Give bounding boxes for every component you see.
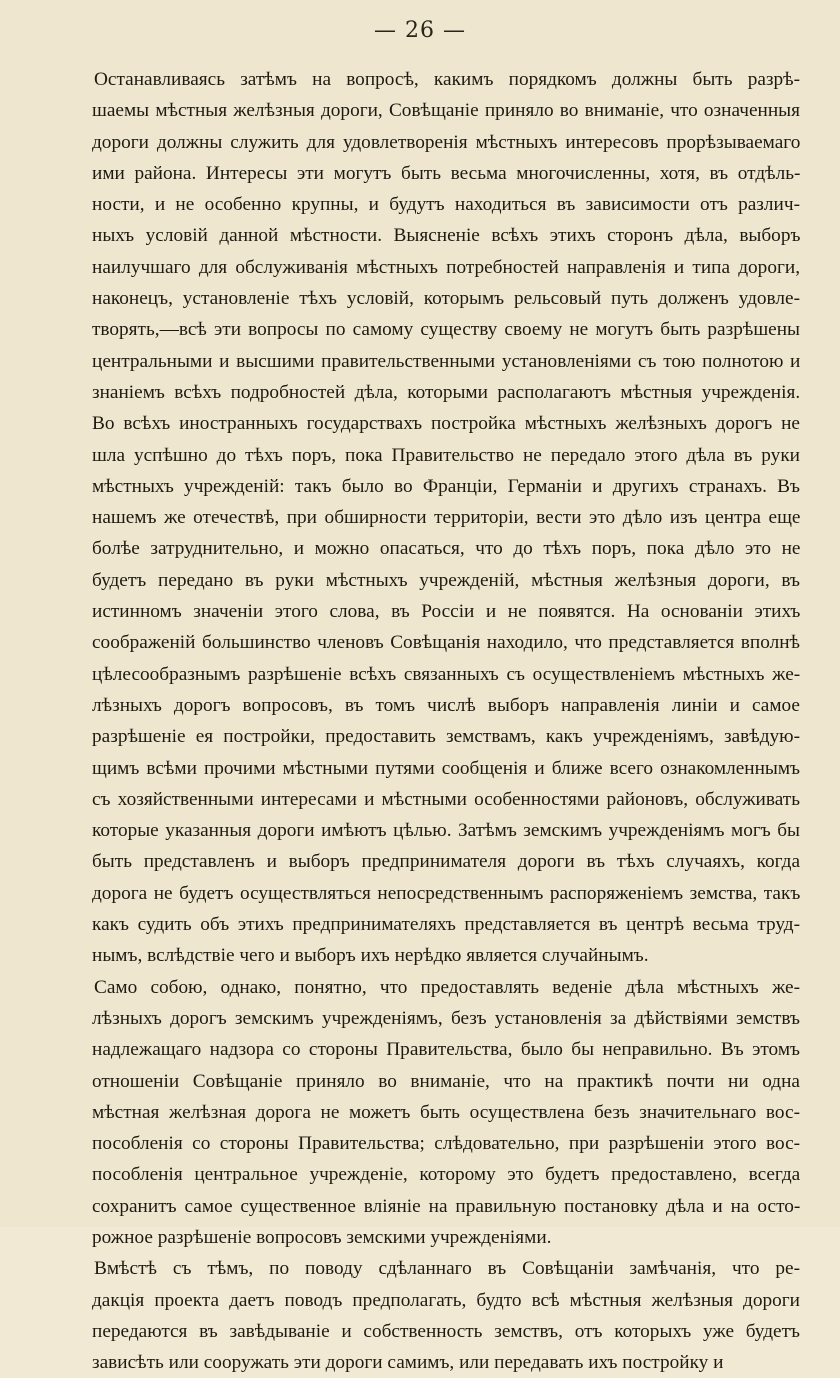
text-line: нымъ, вслѣдствіе чего и выборъ ихъ нерѣдко является случайнымъ.: [92, 945, 649, 967]
text-line: нашемъ же отечествѣ, при обширности территоріи, вести это дѣло изъ центра еще: [92, 507, 801, 529]
text-line: творять,—всѣ эти вопросы по самому существу своему не могутъ быть разрѣшены: [92, 319, 800, 341]
text-line: разрѣшеніе ея постройки, предоставить земствамъ, какъ учрежденіямъ, завѣдую-: [92, 726, 800, 748]
text-line: шаемы мѣстныя желѣзныя дороги, Совѣщаніе приняло во вниманіе, что означенныя: [92, 100, 800, 122]
body-text: [92, 64, 800, 1378]
text-line: шла успѣшно до тѣхъ поръ, пока Правительство не передало этого дѣла въ руки: [92, 444, 800, 466]
text-line: лѣзныхъ дорогъ вопросовъ, въ томъ числѣ выборъ направленія линіи и самое: [92, 694, 800, 716]
text-line: быть представленъ и выборъ предпринимателя дороги въ тѣхъ случаяхъ, когда: [92, 851, 800, 873]
text-line: съ хозяйственными интересами и мѣстными особенностями районовъ, обслуживать: [92, 788, 800, 810]
text-line: дороги должны служить для удовлетворенія мѣстныхъ интересовъ прорѣзываемаго: [92, 131, 801, 153]
text-line: Останавливаясь затѣмъ на вопросѣ, какимъ порядкомъ должны быть разрѣ-: [94, 69, 801, 90]
text-line: цѣлесообразнымъ разрѣшеніе всѣхъ связанныхъ съ осуществленіемъ мѣстныхъ же-: [92, 663, 801, 685]
text-line: мѣстная желѣзная дорога не можетъ быть осуществлена безъ значительнаго вос-: [92, 1101, 800, 1123]
text-line: Вмѣстѣ съ тѣмъ, по поводу сдѣланнаго въ Совѣщаніи замѣчанія, что ре-: [94, 1258, 800, 1280]
text-line: мѣстныхъ учрежденій: такъ было во Франціи, Германіи и другихъ странахъ. Въ: [92, 475, 800, 497]
text-line: ности, и не особенно крупны, и будутъ находиться въ зависимости отъ различ-: [92, 194, 800, 216]
text-line: лѣзныхъ дорогъ земскимъ учрежденіямъ, безъ установленія за дѣйствіями земствъ: [92, 1007, 800, 1029]
text-line: истинномъ значеніи этого слова, въ Россіи и не появятся. На основаніи этихъ: [92, 601, 801, 623]
paragraph: [92, 1253, 800, 1378]
text-line: будетъ передано въ руки мѣстныхъ учрежденій, мѣстныя желѣзныя дороги, въ: [92, 569, 800, 591]
text-line: пособленія центральное учрежденіе, которому это будетъ предоставлено, всегда: [92, 1164, 801, 1186]
text-line: наилучшаго для обслуживанія мѣстныхъ потребностей направленія и типа дороги,: [92, 256, 801, 278]
paragraph: [92, 972, 800, 1254]
text-line: которые указанныя дороги имѣютъ цѣлью. Затѣмъ земскимъ учрежденіямъ могъ бы: [92, 820, 800, 842]
text-line: надлежащаго надзора со стороны Правительства, было бы неправильно. Въ этомъ: [92, 1039, 800, 1061]
text-line: сохранитъ самое существенное вліяніе на правильную постановку дѣла и на осто-: [92, 1195, 801, 1217]
text-line: Во всѣхъ иностранныхъ государствахъ постройка мѣстныхъ желѣзныхъ дорогъ не: [92, 413, 800, 435]
text-line: наконецъ, установленіе тѣхъ условій, которымъ рельсовый путь долженъ удовле-: [92, 288, 800, 310]
text-line: отношеніи Совѣщаніе приняло во вниманіе, что на практикѣ почти ни одна: [92, 1070, 800, 1092]
text-line: болѣе затруднительно, и можно опасаться, что до тѣхъ поръ, пока дѣло это не: [92, 538, 801, 560]
text-line: знаніемъ всѣхъ подробностей дѣла, которыми располагаютъ мѣстныя учрежденія.: [92, 381, 801, 403]
text-line: ныхъ условій данной мѣстности. Выясненіе всѣхъ этихъ сторонъ дѣла, выборъ: [92, 225, 801, 247]
text-line: пособленія со стороны Правительства; слѣдовательно, при разрѣшеніи этого вос-: [92, 1133, 801, 1155]
text-line: дорога не будетъ осуществляться непосредственнымъ распоряженіемъ земства, такъ: [92, 882, 801, 904]
text-line: передаются въ завѣдываніе и собственность земствъ, отъ которыхъ уже будетъ: [92, 1320, 800, 1342]
page-number: — 26 —: [374, 18, 466, 43]
text-line: Само собою, однако, понятно, что предоставлять веденіе дѣла мѣстныхъ же-: [94, 976, 800, 998]
text-line: какъ судить объ этихъ предпринимателяхъ представляется въ центрѣ весьма труд-: [92, 914, 800, 936]
text-line: зависѣть или сооружать эти дороги самимъ, или передавать ихъ постройку и: [92, 1352, 724, 1374]
text-line: соображеній большинство членовъ Совѣщанія находило, что представляется вполнѣ: [92, 632, 800, 654]
text-line: дакція проекта даетъ поводъ предполагать, будто всѣ мѣстныя желѣзныя дороги: [92, 1289, 800, 1311]
text-line: ими района. Интересы эти могутъ быть весьма многочисленны, хотя, въ отдѣль-: [92, 162, 801, 184]
text-line: центральными и высшими правительственными установленіями съ тою полнотою и: [92, 350, 801, 372]
text-line: рожное разрѣшеніе вопросовъ земскими учрежденіями.: [92, 1226, 552, 1248]
text-line: щимъ всѣми прочими мѣстными путями сообщенія и ближе всего ознакомленнымъ: [92, 757, 801, 779]
paragraph: [92, 64, 800, 972]
